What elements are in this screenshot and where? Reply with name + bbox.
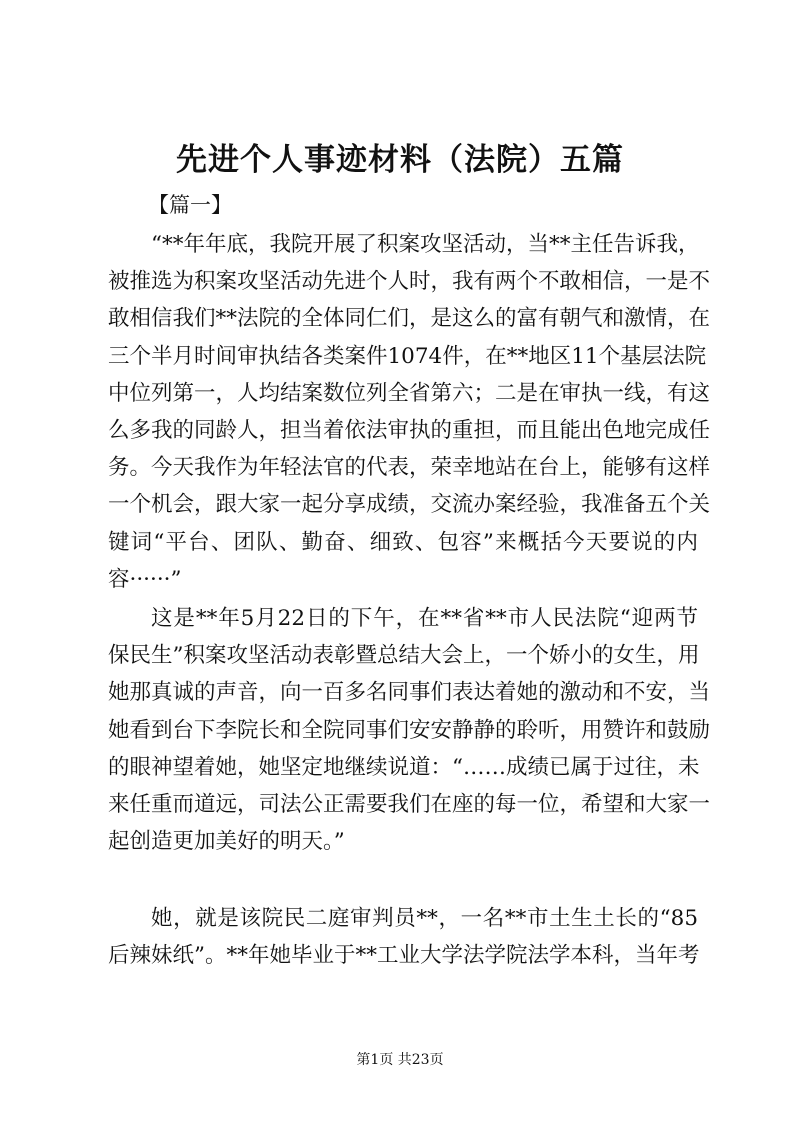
paragraph-2: [108, 600, 711, 860]
paragraph-line: 么多我的同龄人，担当着依法审执的重担，而且能出色地完成任: [108, 417, 711, 443]
paragraph-line: 一个机会，跟大家一起分享成绩，交流办案经验，我准备五个关: [108, 492, 711, 518]
paragraph-line: 三个半月时间审执结各类案件1074件，在**地区11个基层法院: [108, 343, 707, 369]
paragraph-line: 来任重而道远，司法公正需要我们在座的每一位，希望和大家一: [108, 791, 711, 817]
paragraph-line: 她看到台下李院长和全院同事们安安静静的聆听，用赞许和鼓励: [108, 717, 711, 743]
paragraph-1: [108, 226, 711, 598]
paragraph-line: “**年年底，我院开展了积案攻坚活动，当**主任告诉我，: [151, 232, 700, 257]
paragraph-line: 她那真诚的声音，向一百多名同事们表达着她的激动和不安，当: [108, 680, 711, 706]
paragraph-line: 这是**年5月22日的下午，在**省**市人民法院“迎两节: [151, 606, 698, 631]
page-footer: 第1页 共23页: [356, 1052, 444, 1068]
paragraph-line: 敢相信我们**法院的全体同仁们，是这么的富有朝气和激情，在: [108, 306, 711, 332]
paragraph-line: 容······”: [108, 566, 182, 592]
paragraph-line: 的眼神望着她，她坚定地继续说道：“……成绩已属于过往，未: [108, 754, 700, 780]
paragraph-line: 她，就是该院民二庭审判员**，一名**市土生土长的“85: [151, 906, 698, 931]
section-heading: 【篇一】: [148, 193, 232, 217]
paragraph-line: 保民生”积案攻坚活动表彰暨总结大会上，一个娇小的女生，用: [108, 643, 700, 669]
paragraph-line: 中位列第一，人均结案数位列全省第六；二是在审执一线，有这: [108, 380, 711, 406]
paragraph-line: 后辣妹纸”。**年她毕业于**工业大学法学院法学本科，当年考: [108, 943, 700, 969]
document-title: 先进个人事迹材料（法院）五篇: [176, 142, 624, 178]
paragraph-line: 被推选为积案攻坚活动先进个人时，我有两个不敢相信，一是不: [108, 269, 711, 295]
paragraph-line: 起创造更加美好的明天。”: [108, 829, 345, 855]
paragraph-line: 务。今天我作为年轻法官的代表，荣幸地站在台上，能够有这样: [108, 455, 711, 481]
paragraph-3: [108, 900, 698, 974]
paragraph-line: 键词“平台、团队、勤奋、细致、包容”来概括今天要说的内: [108, 529, 698, 555]
